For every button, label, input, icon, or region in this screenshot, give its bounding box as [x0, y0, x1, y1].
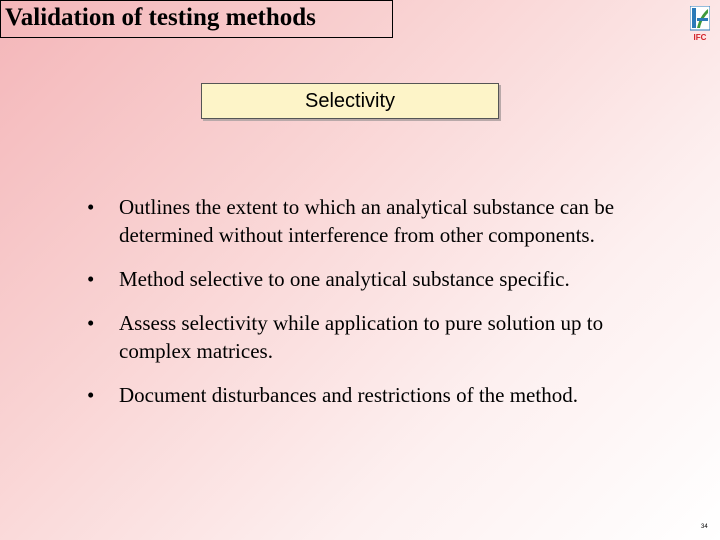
bullet-icon: • — [87, 311, 95, 335]
bullet-item — [87, 193, 647, 249]
bullet-text: Method selective to one analytical substance specific. — [119, 267, 570, 291]
bullet-item — [87, 309, 647, 365]
bullet-icon: • — [87, 267, 95, 291]
bullet-text: Document disturbances and restrictions of the method. — [119, 383, 578, 407]
bullet-icon: • — [87, 383, 95, 407]
bullet-text: Assess selectivity while application to pure solution up to complex matrices. — [119, 311, 604, 363]
title-box — [0, 0, 393, 38]
slide-title: Validation of testing methods — [5, 4, 316, 31]
bullet-item — [87, 265, 647, 293]
bullet-list — [87, 193, 647, 409]
logo-text: IFC — [693, 33, 707, 42]
slide-subtitle: Selectivity — [304, 90, 396, 112]
bullet-icon: • — [87, 195, 95, 219]
bullet-text: Outlines the extent to which an analytical substance can be determined without interference from other components. — [119, 195, 615, 247]
subtitle-box — [201, 83, 499, 119]
page-number: 34 — [701, 524, 708, 530]
bullet-item — [87, 381, 647, 409]
ifc-logo-icon — [690, 6, 710, 44]
